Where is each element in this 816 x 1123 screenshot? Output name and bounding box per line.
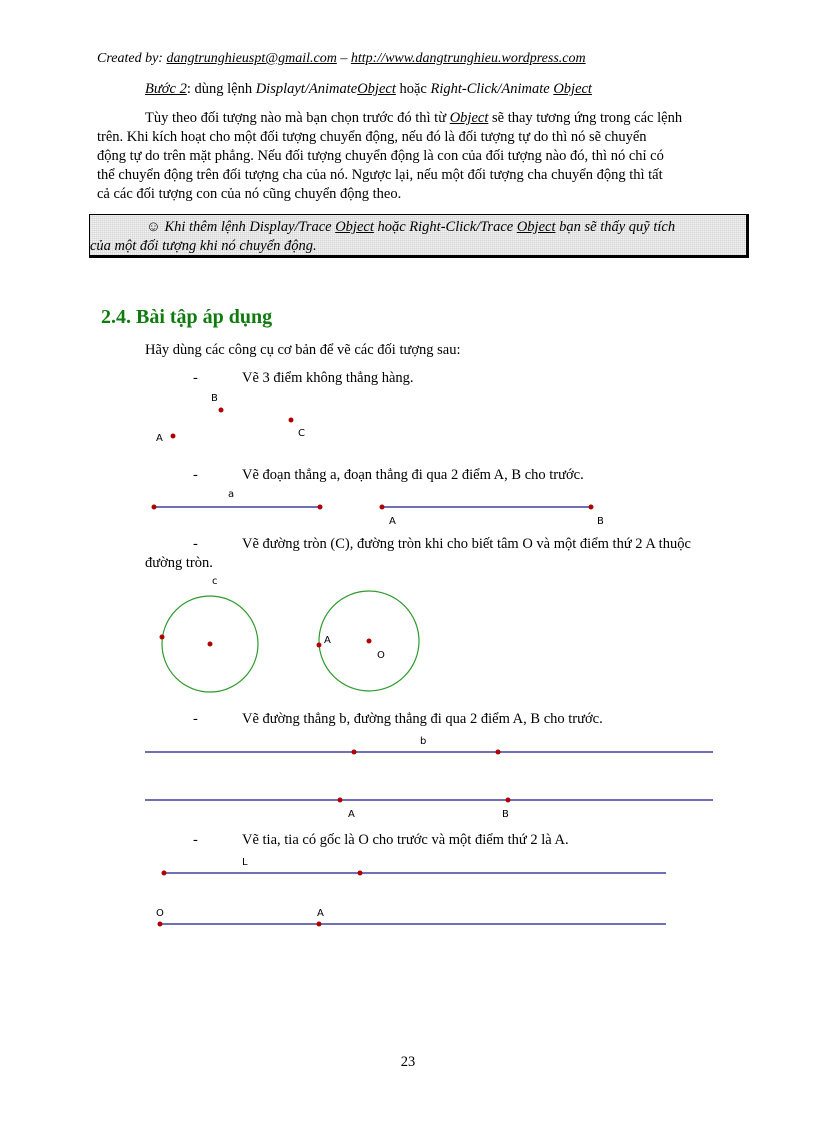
header-email-link[interactable]: dangtrunghieuspt@gmail.com [166,51,337,66]
exercise-text: Vẽ đoạn thẳng a, đoạn thẳng đi qua 2 điểm A, B cho trước. [242,467,584,483]
point-A[interactable] [380,505,385,510]
section-intro: Hãy dùng các công cụ cơ bản để vẽ các đối tượng sau: [145,342,461,358]
label-O: O [156,908,164,919]
segment-a-start[interactable] [152,505,157,510]
body-paragraph: Tùy theo đối tượng nào mà bạn chọn trước đó thì từ Object sẽ thay tương ứng trong các lệnh trên. Khi kích hoạt cho một đối tượng chuyển động, nếu đó là đối tượng tự do thì nó sẽ chuyển động tự do trên mặt phẳng. Nếu đối tượng chuyển động là con của đối tượng nào đó, thì nó chỉ có thể chuyển động trên đối tượng cha của nó. Ngược lại, nếu một đối tượng cha chuyển động thì tất cả các đối tượng con của nó cũng chuyển động theo. [97,110,683,202]
figure-circles [145,573,435,703]
header-url-link[interactable]: http://www.dangtrunghieu.wordpress.com [350,51,586,66]
exercise-dash: - [193,536,198,552]
circle-C-center[interactable] [208,642,213,647]
exercise-text-continued: đường tròn. [145,555,213,571]
section-heading: 2.4. Bài tập áp dụng [101,306,273,328]
point-A[interactable] [171,434,176,439]
label-B: B [211,393,218,404]
point-A[interactable] [317,643,322,648]
label-c: c [212,576,218,587]
exercise-dash: - [193,370,198,386]
label-B: B [597,516,604,527]
point-B[interactable] [219,408,224,413]
label-A: A [317,908,324,919]
point-C[interactable] [289,418,294,423]
label-A: A [348,809,355,820]
line-b-point-2[interactable] [496,750,501,755]
point-B[interactable] [589,505,594,510]
exercise-text: Vẽ tia, tia có gốc là O cho trước và một điểm thứ 2 là A. [242,832,569,848]
ray-L-point[interactable] [358,871,363,876]
label-L: L [242,857,248,868]
label-C: C [298,428,305,439]
point-A[interactable] [317,922,322,927]
figure-rays [145,850,670,932]
smiley-icon: ☺ [146,219,161,235]
ray-L-origin[interactable] [162,871,167,876]
point-O[interactable] [367,639,372,644]
step-2-line: Bước 2: dùng lệnh Displayt/AnimateObject hoặc Right-Click/Animate Object [145,81,592,97]
exercise-dash: - [193,467,198,483]
label-a: a [228,489,235,500]
label-A: A [156,433,163,444]
exercise-dash: - [193,832,198,848]
page-number: 23 [400,1054,416,1070]
exercise-text: Vẽ 3 điểm không thẳng hàng. [242,370,414,386]
exercise-dash: - [193,711,198,727]
figure-lines [145,729,715,823]
figure-three-points [145,388,315,452]
label-A: A [389,516,396,527]
point-O[interactable] [158,922,163,927]
line-b-point-1[interactable] [352,750,357,755]
label-b: b [420,736,427,747]
exercise-text: Vẽ đường tròn (C), đường tròn khi cho biết tâm O và một điểm thứ 2 A thuộc [242,536,691,552]
point-B[interactable] [506,798,511,803]
tip-box: ☺ Khi thêm lệnh Display/Trace Object hoặc Right-Click/Trace Object bạn sẽ thấy quỹ tích của một đối tượng khi nó chuyển động. [89,214,749,258]
figure-segments [145,485,615,529]
label-B: B [502,809,509,820]
circle-C-point[interactable] [160,635,165,640]
point-A[interactable] [338,798,343,803]
page-header: Created by: dangtrunghieuspt@gmail.com – http://www.dangtrunghieu.wordpress.com [97,51,586,66]
exercise-text: Vẽ đường thẳng b, đường thẳng đi qua 2 điểm A, B cho trước. [242,711,603,727]
segment-a-end[interactable] [318,505,323,510]
label-O: O [377,650,385,661]
label-A: A [324,635,331,646]
